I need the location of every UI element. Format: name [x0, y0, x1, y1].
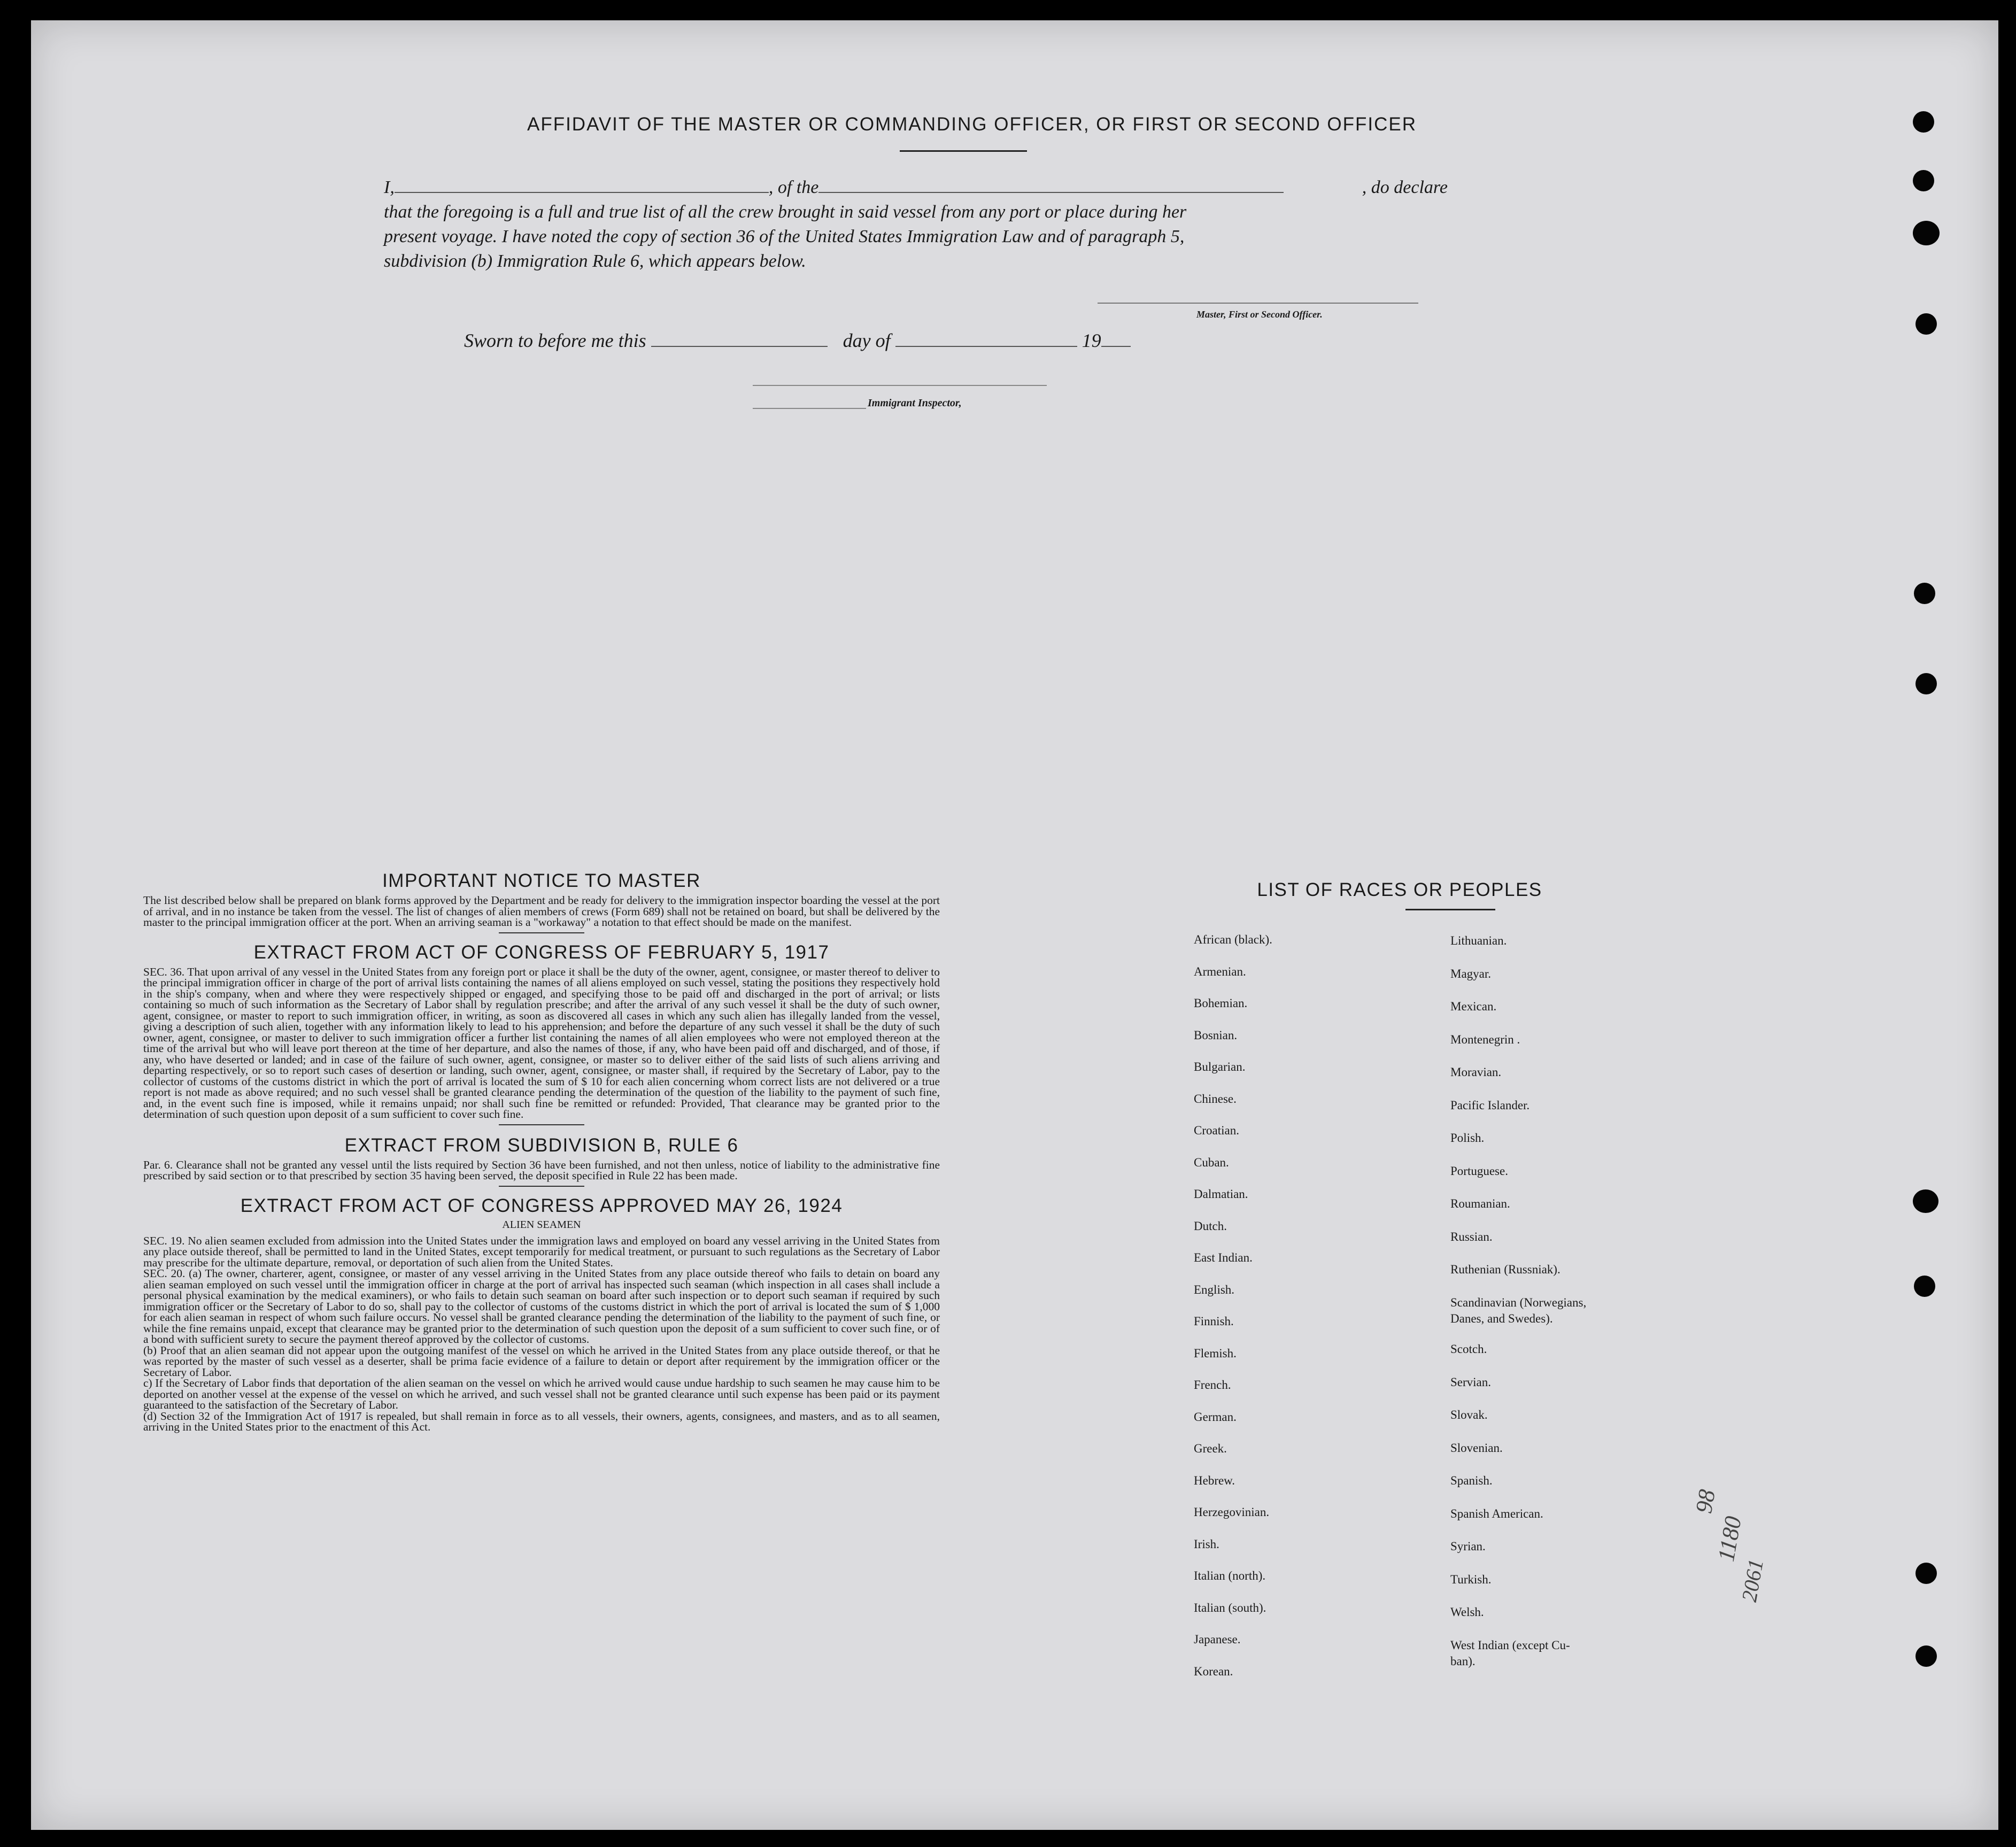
notice-divider — [499, 932, 584, 933]
title-underline — [900, 150, 1027, 152]
binder-hole — [1913, 170, 1934, 191]
extract-1917-title: EXTRACT FROM ACT OF CONGRESS OF FEBRUARY 5, 1917 — [253, 941, 830, 963]
handwritten-mark-2: 1180 — [1712, 1514, 1747, 1564]
race-item: Ruthenian (Russniak). — [1450, 1263, 1561, 1276]
extract-1924-title: EXTRACT FROM ACT OF CONGRESS APPROVED MAY 26, 1924 — [240, 1195, 843, 1216]
sworn-line — [464, 329, 1131, 352]
affidavit-title: AFFIDAVIT OF THE MASTER OR COMMANDING OFFICER, OR FIRST OR SECOND OFFICER — [527, 114, 1417, 135]
race-item: Magyar. — [1450, 967, 1492, 980]
race-item: Scotch. — [1450, 1342, 1487, 1356]
extract-1917-divider — [499, 1124, 584, 1125]
sworn-prefix: Sworn to before me this — [464, 330, 646, 351]
master-signature-line — [1098, 303, 1418, 304]
binder-hole — [1915, 313, 1937, 335]
sworn-year: 19 — [1082, 330, 1101, 351]
handwritten-mark-3: 2061 — [1736, 1557, 1768, 1604]
sworn-year-blank — [1101, 346, 1131, 347]
inspector-signature-line-short — [753, 408, 866, 409]
race-item: Spanish American. — [1450, 1506, 1543, 1520]
binder-hole — [1914, 1276, 1935, 1297]
extract-rule6-title: EXTRACT FROM SUBDIVISION B, RULE 6 — [344, 1134, 739, 1156]
race-item: Japanese. — [1194, 1633, 1241, 1646]
race-item: Chinese. — [1194, 1092, 1237, 1106]
race-item: Slovenian. — [1450, 1441, 1503, 1455]
declaration-i: I, — [384, 177, 395, 197]
race-item: Bosnian. — [1194, 1028, 1238, 1042]
race-item: Lithuanian. — [1450, 934, 1507, 947]
inspector-caption: Immigrant Inspector, — [868, 397, 962, 409]
extract-1924-sec20c: c) If the Secretary of Labor finds that deportation of the alien seaman on the vessel on which he arrived would cause undue hardship to such seamen he may cause him to be deported on another vessel at the expense of the vessel on which he arrived, and such vessel shall not be granted clearance until such expense has been paid or its payment guaranteed to the satisfaction of the Secretary of Labor. — [143, 1377, 940, 1411]
race-item: Cuban. — [1194, 1155, 1229, 1169]
race-item: Herzegovinian. — [1194, 1505, 1270, 1519]
races-title-underline — [1405, 909, 1495, 910]
race-item: Russian. — [1450, 1230, 1493, 1243]
handwritten-mark-1: 98 — [1690, 1487, 1720, 1516]
sworn-day-of: day of — [843, 330, 891, 351]
extract-1917-text: SEC. 36. That upon arrival of any vessel in the United States from any foreign port or place it shall be the duty of the owner, agent, consignee, or master thereof to deliver to the principal immigration officer in charge of the port of arrival lists containing the names of all aliens employed on such vessel, stating the positions they respectively hold in the ship's company, when and where they were respectively shipped or engaged, and specifying those to be paid off and discharged in the port of arrival; or lists containing so much of such information as the Secretary of Labor shall by regulation prescribe; and after the arrival of any such vessel it shall be the duty of such owner, agent, consignee, or master to report to such immigration officer, in writing, as soon as discovered all cases in which any such alien has illegally landed from the vessel, giving a description of such alien, together with any information likely to lead to his apprehension; and before the departure of any such vessel it shall be the duty of such owner, agent, consignee, or master to deliver to such immigration officer a further list containing the names of all alien employees who were not employed thereon at the time of the arrival but who will leave port thereon at the time of her departure, and also the names of those, if any, who have been paid off and discharged, and of those, if any, who have deserted or landed; and in case of the failure of such owner, agent, consignee, or master so to deliver either of the said lists of such aliens arriving and departing respectively, or so to report such cases of desertion or landing, such owner, agent, consignee, or master shall, if required by the Secretary of Labor, pay to the collector of customs of the customs district in which the port of arrival is located the sum of $ 10 for each alien concerning whom correct lists are not delivered or a true report is not made as above required; and no such vessel shall be granted clearance pending the determination of the question of the liability to the payment of such fine, and, in the event such fine is imposed, while it remains unpaid; nor shall such fine be remitted or refunded: Provided, That clearance may be granted prior to the determination of such question upon deposit of a sum sufficient to cover such fine. — [143, 965, 940, 1120]
race-item: African (black). — [1194, 933, 1272, 946]
binder-hole — [1915, 1563, 1937, 1584]
race-item: Flemish. — [1194, 1346, 1237, 1360]
race-item: Italian (north). — [1194, 1569, 1266, 1582]
race-item: Greek. — [1194, 1442, 1227, 1455]
race-item: Scandinavian (Norwegians, Danes, and Swedes). — [1450, 1295, 1587, 1325]
binder-hole — [1913, 111, 1934, 133]
extract-1924-sec20b: (b) Proof that an alien seaman did not appear upon the outgoing manifest of the vessel on which he arrived in the United States from any place outside thereof, or that he was reported by the master of such vessel as a deserter, shall be prima facie evidence of a failure to detain or deport after requirement by the immigration officer or the Secretary of Labor. — [143, 1343, 940, 1379]
extract-rule6-divider — [499, 1186, 584, 1187]
extract-1924-subtitle: ALIEN SEAMEN — [502, 1218, 581, 1231]
race-item: East Indian. — [1194, 1251, 1253, 1264]
inspector-signature-line — [753, 385, 1047, 386]
notice-title: IMPORTANT NOTICE TO MASTER — [382, 870, 701, 891]
declaration-line-2: that the foregoing is a full and true list of all the crew brought in said vessel from any port or place during her — [384, 202, 1187, 222]
race-item: French. — [1194, 1378, 1231, 1392]
declaration-block — [384, 175, 1448, 274]
race-item: Italian (south). — [1194, 1601, 1266, 1614]
officer-name-blank — [395, 192, 769, 193]
extract-1924-sec20d: (d) Section 32 of the Immigration Act of 1917 is repealed, but shall remain in force as to all vessels, their owners, agents, consignees, and masters, and as to all seamen, arriving in the United States prior to the enactment of this Act. — [143, 1409, 940, 1433]
race-item: Syrian. — [1450, 1540, 1486, 1553]
sworn-day-blank — [651, 346, 828, 347]
declaration-line-4: subdivision (b) Immigration Rule 6, which appears below. — [384, 251, 806, 271]
declaration-line-3: present voyage. I have noted the copy of section 36 of the United States Immigration Law and of paragraph 5, — [384, 227, 1185, 246]
vessel-name-blank — [818, 192, 1284, 193]
race-item: Portuguese. — [1450, 1164, 1508, 1178]
race-item: West Indian (except Cu- ban). — [1450, 1638, 1570, 1668]
race-item: Slovak. — [1450, 1408, 1488, 1421]
declaration-declare: , do declare — [1362, 177, 1448, 197]
extract-1924-sec19: SEC. 19. No alien seamen excluded from admission into the United States under the immigration laws and employed on board any vessel arriving in the United States from any place outside thereof, shall be permitted to land in the United States, except temporarily for medical treatment, or pursuant to such regulations as the Secretary of Labor may prescribe for the ultimate departure, removal, or deportation of such alien from the United States. — [143, 1234, 940, 1269]
race-item: Moravian. — [1450, 1065, 1502, 1079]
binder-hole — [1915, 1645, 1937, 1667]
races-title: LIST OF RACES OR PEOPLES — [1257, 879, 1542, 900]
race-item: English. — [1194, 1282, 1235, 1296]
race-item: Dutch. — [1194, 1219, 1227, 1233]
race-item: Turkish. — [1450, 1572, 1492, 1586]
race-item: Bohemian. — [1194, 996, 1248, 1010]
binder-hole — [1915, 673, 1937, 694]
notice-text: The list described below shall be prepared on blank forms approved by the Department and be ready for delivery to the immigration inspector boarding the vessel at the port of arrival, and in no instance be taken from the vessel. The list of changes of alien members of crews (Form 689) shall not be retained on board, but shall be delivered by the master to the principal immigration officer at the port. When an arriving seaman is a "workaway" a notation to that effect should be made on the manifest. — [143, 894, 940, 929]
race-item: Servian. — [1450, 1375, 1492, 1389]
race-item: Irish. — [1194, 1537, 1219, 1551]
binder-hole — [1913, 1189, 1938, 1213]
extract-1924-sec20a: SEC. 20. (a) The owner, charterer, agent, consignee, or master of any vessel arriving in the United States from any place outside thereof who fails to detain on board any alien seaman employed on such vessel until the immigration officer in charge at the port of arrival has inspected such seaman (which inspection in all cases shall include a personal physical examination by the medical examiners), or who fails to detain such seaman on board after such inspection or to deport such seaman if required by such immigration officer or the Secretary of Labor to do so, shall pay to the collector of customs of the customs district in which the port of arrival is located the sum of $ 1,000 for each alien seaman in respect of whom such failure occurs. No vessel shall be granted clearance pending the determination of the liability to the payment of such fine, or while the fine remains unpaid, except that clearance may be granted prior to the determination of such question upon the deposit of a sum sufficient to cover such fine, or of a bond with sufficient surety to secure the payment thereof approved by the collector of customs. — [143, 1267, 940, 1346]
race-item: Finnish. — [1194, 1315, 1234, 1328]
race-item: Pacific Islander. — [1450, 1098, 1530, 1112]
race-item: Hebrew. — [1194, 1473, 1235, 1487]
race-item: Spanish. — [1450, 1474, 1493, 1487]
race-item: Polish. — [1450, 1131, 1485, 1145]
race-item: Roumanian. — [1450, 1197, 1510, 1210]
race-item: Welsh. — [1450, 1605, 1484, 1619]
race-item: Bulgarian. — [1194, 1060, 1246, 1073]
race-item: Croatian. — [1194, 1124, 1239, 1137]
race-item: Dalmatian. — [1194, 1187, 1248, 1201]
extract-rule6-text: Par. 6. Clearance shall not be granted any vessel until the lists required by Section 36 have been furnished, and not then unless, notice of liability to the administrative fine prescribed by said section or to that prescribed by section 35 having been served, the deposit specified in Rule 22 has been made. — [143, 1158, 940, 1182]
race-item: Armenian. — [1194, 964, 1246, 978]
race-item: Montenegrin . — [1450, 1032, 1520, 1046]
legal-column — [143, 870, 940, 1433]
binder-hole — [1914, 583, 1935, 604]
sworn-month-blank — [895, 346, 1077, 347]
document-page — [31, 20, 1998, 1830]
race-item: Mexican. — [1450, 1000, 1497, 1013]
race-item: Korean. — [1194, 1664, 1233, 1678]
binder-hole — [1913, 221, 1940, 245]
master-signature-caption: Master, First or Second Officer. — [1196, 309, 1323, 320]
declaration-of-the: , of the — [768, 177, 819, 197]
declaration-line-1 — [384, 175, 1448, 200]
race-item: German. — [1194, 1410, 1237, 1424]
